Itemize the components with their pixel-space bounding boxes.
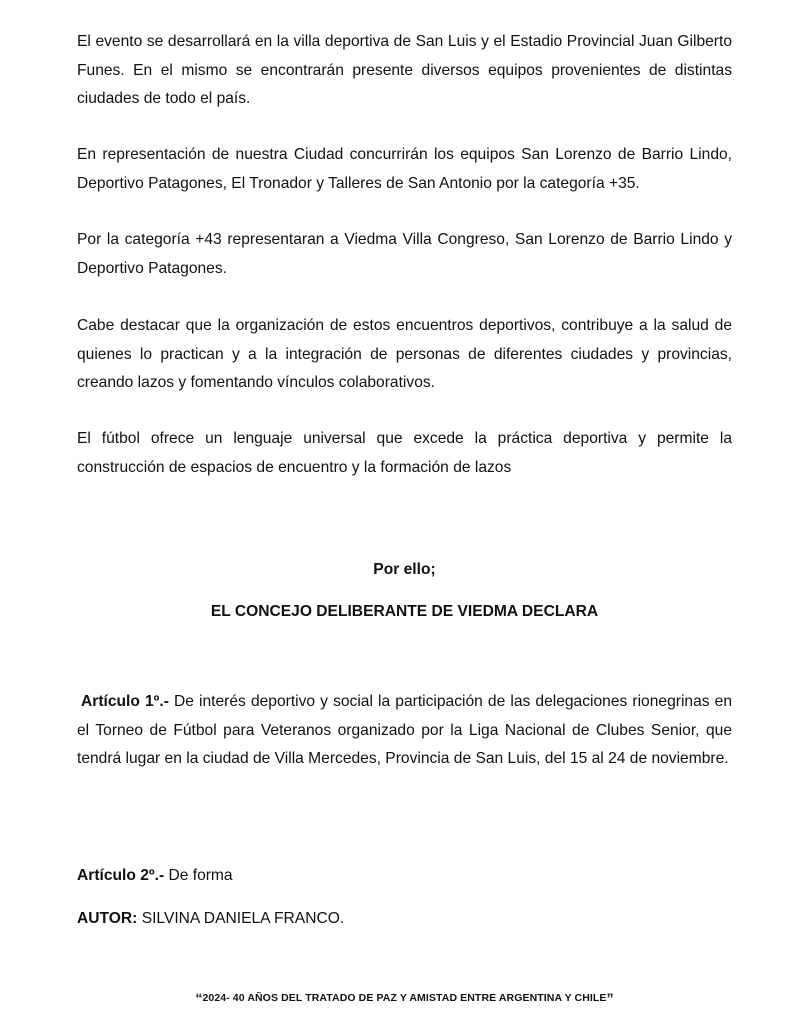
articulo-2 bbox=[77, 862, 732, 891]
autor-line bbox=[77, 905, 732, 934]
autor-label: AUTOR: bbox=[77, 910, 138, 927]
articulo-1 bbox=[77, 688, 732, 774]
declara-heading: EL CONCEJO DELIBERANTE DE VIEDMA DECLARA bbox=[210, 603, 599, 620]
articulo-1-label: Artículo 1º.- bbox=[81, 693, 169, 710]
articulo-2-text: De forma bbox=[164, 867, 233, 884]
footer-open-quote: “ bbox=[195, 990, 203, 1006]
paragraph-health-integration: Cabe destacar que la organización de estos encuentros deportivos, contribuye a la salud de quienes lo practican y a la integración de personas de diferentes ciudades y provincias, creando lazos y fomentando vínculos colaborativos. bbox=[77, 317, 732, 391]
articulo-2-label: Artículo 2º.- bbox=[77, 867, 165, 884]
paragraph-category-43: Por la categoría +43 representaran a Viedma Villa Congreso, San Lorenzo de Barrio Lindo y Deportivo Patagones. bbox=[77, 231, 732, 277]
footer-close-quote: ” bbox=[606, 990, 614, 1006]
paragraph-football-language: El fútbol ofrece un lenguaje universal que excede la práctica deportiva y permite la construcción de espacios de encuentro y la formación de lazos bbox=[77, 430, 732, 476]
por-ello-heading: Por ello; bbox=[373, 561, 436, 578]
footer-text: 2024- 40 AÑOS DEL TRATADO DE PAZ Y AMISTAD ENTRE ARGENTINA Y CHILE bbox=[202, 992, 607, 1004]
footer-motto bbox=[0, 990, 809, 1006]
paragraph-city-teams: En representación de nuestra Ciudad concurrirán los equipos San Lorenzo de Barrio Lindo, Deportivo Patagones, El Tronador y Talleres de San Antonio por la categoría +35. bbox=[77, 146, 732, 192]
paragraph-event-location: El evento se desarrollará en la villa deportiva de San Luis y el Estadio Provincial Juan Gilberto Funes. En el mismo se encontrarán presente diversos equipos provenientes de distintas ciudades de todo el país. bbox=[77, 33, 732, 107]
articulo-1-text: De interés deportivo y social la participación de las delegaciones rionegrinas en el Torneo de Fútbol para Veteranos organizado por la Liga Nacional de Clubes Senior, que tendrá lugar en la ciudad de Villa Mercedes, Provincia de San Luis, del 15 al 24 de noviembre. bbox=[77, 693, 732, 767]
autor-name: SILVINA DANIELA FRANCO. bbox=[137, 910, 345, 927]
